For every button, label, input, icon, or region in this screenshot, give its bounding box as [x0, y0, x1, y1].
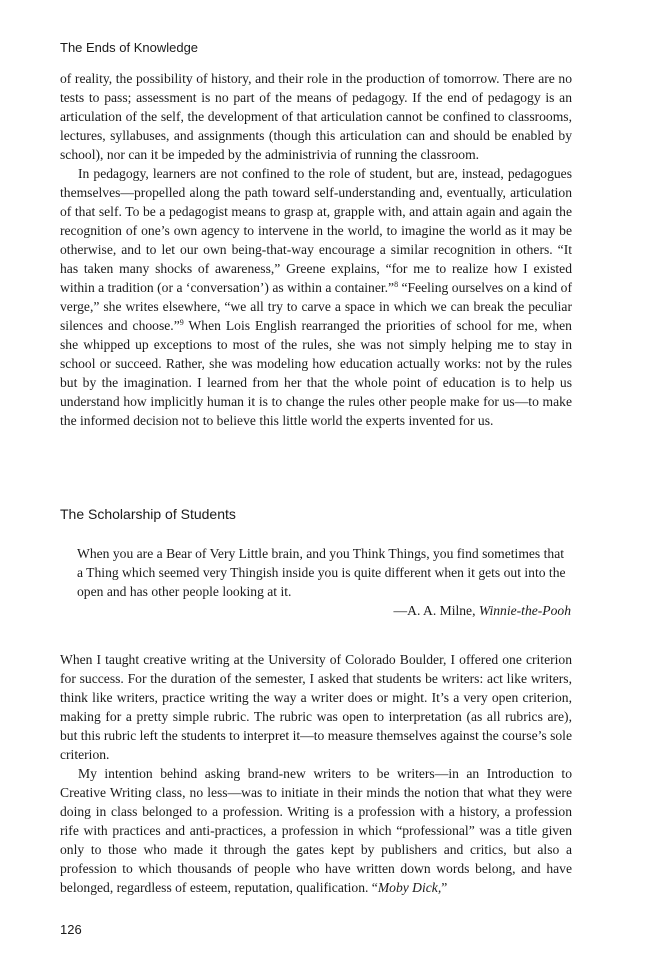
- paragraph-text: “Feeling ourselves on a kind of verge,” she writes elsewhere, “we all try to carve a space in which we can break the peculiar silences and choose.”: [60, 280, 572, 333]
- paragraph: When I taught creative writing at the University of Colorado Boulder, I offered one criterion for success. For the duration of the semester, I asked that students be writers: act like writers, think like writers, practice writing the way a writer does or might. It’s a very open criterion, making for a pretty simple rubric. The rubric was open to interpretation (as all rubrics are), but this rubric left the students to interpret it—to measure themselves against the course’s sole criterion.: [60, 652, 572, 762]
- footnote-ref[interactable]: 9: [179, 318, 184, 327]
- page-number: 126: [60, 922, 82, 937]
- paragraph: of reality, the possibility of history, and their role in the production of tomorrow. There are no tests to pass; assessment is no part of the means of pedagogy. If the end of pedagogy is an articulation of the self, the development of that articulation cannot be confined to classrooms, lectures, syllabuses, and assignments (though this articulation can and should be enabled by school), nor can it be impeded by the administrivia of running the classroom.: [60, 71, 572, 162]
- epigraph: [77, 544, 571, 620]
- body-text-bottom: [60, 650, 572, 897]
- paragraph: [60, 764, 572, 897]
- epigraph-work: Winnie-the-Pooh: [478, 603, 571, 618]
- running-head: The Ends of Knowledge: [60, 40, 199, 55]
- italic-title: Moby Dick,: [377, 880, 442, 895]
- closing-quote: ”: [441, 880, 448, 895]
- epigraph-attribution: [77, 601, 571, 620]
- paragraph-text: In pedagogy, learners are not confined to the role of student, but are, instead, pedagogues themselves—propelled along the path toward self-understanding and, eventually, articulation of that self. To be a pedagogist means to grasp at, grapple with, and attain again and again the recognition of one’s own agency to intervene in the world, to imagine the world as it may be otherwise, and to let our own being-that-way encourage a similar recognition in others. “It has taken many shocks of awareness,” Greene explains, “for me to realize how I existed within a tradition (or a ‘conversation’) as within a container.”: [60, 166, 572, 295]
- body-text-top: [60, 69, 572, 430]
- section-heading: The Scholarship of Students: [60, 506, 236, 522]
- epigraph-quote: When you are a Bear of Very Little brain, and you Think Things, you find sometimes that a Thing which seemed very Thingish inside you is quite different when it gets out into the open and has other people looking at it.: [77, 546, 566, 599]
- paragraph: [60, 164, 572, 430]
- footnote-ref[interactable]: 8: [394, 280, 399, 289]
- paragraph-text: When Lois English rearranged the priorities of school for me, when she whipped up exceptions to most of the rules, she was not simply helping me to stay in school or succeed. Rather, she was modeling how education actually works: not by the rules but by the imagination. I learned from her that the whole point of education is to help us understand how implicitly human it is to change the rules other people make for us—to make the informed decision not to believe this little world the experts invented for us.: [60, 318, 572, 428]
- epigraph-author: —A. A. Milne,: [393, 603, 479, 618]
- paragraph-text: My intention behind asking brand-new writers to be writers—in an Introduction to Creative Writing class, no less—was to initiate in their minds the notion that what they were doing in class belonged to a profession. Writing is a profession with a history, a profession rife with practices and anti-practices, a profession in which “professional” was a title given only to those who made it through the gates kept by publishers and critics, but also a profession to which thousands of people who have written down words belong, and have belonged, regardless of esteem, reputation, qualification. “: [60, 766, 572, 895]
